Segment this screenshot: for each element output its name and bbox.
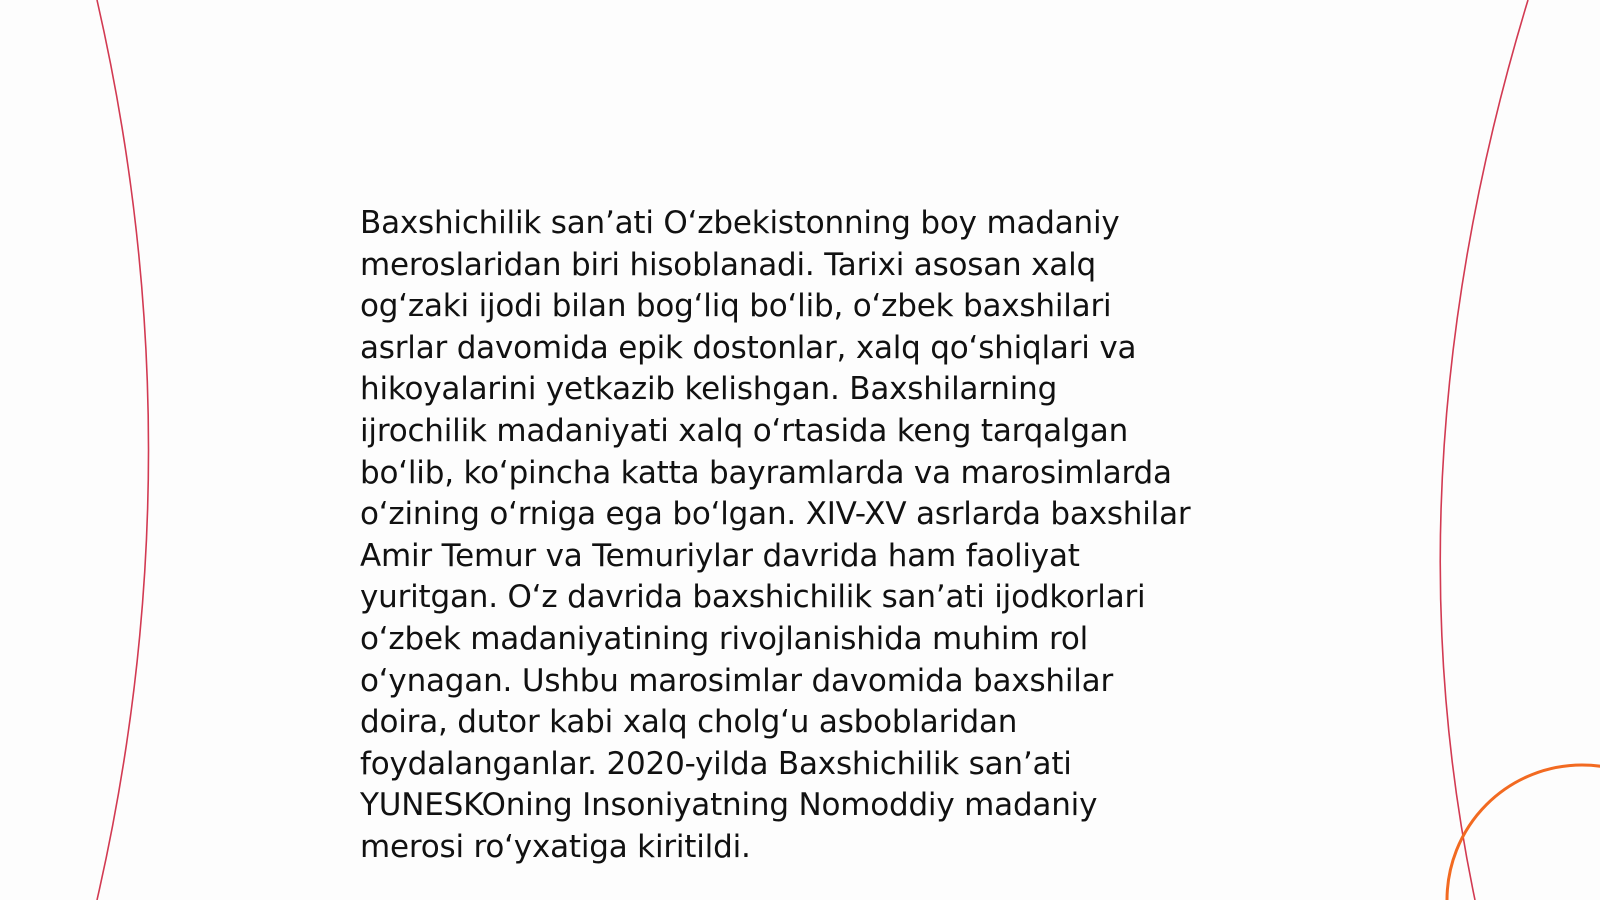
paragraph-line: yuritgan. O‘z davrida baxshichilik san’ati ijodkorlari [360,579,1146,616]
right-curve-line [1440,0,1528,900]
body-paragraph [360,203,1260,869]
paragraph-line: asrlar davomida epik dostonlar, xalq qo‘shiqlari va [360,329,1137,366]
paragraph-line: hikoyalarini yetkazib kelishgan. Baxshilarning [360,371,1058,408]
paragraph-line: o‘ynagan. Ushbu marosimlar davomida baxshilar [360,662,1114,699]
paragraph-line: doira, dutor kabi xalq cholg‘u asboblaridan [360,704,1018,741]
paragraph-line: Baxshichilik san’ati O‘zbekistonning boy madaniy [360,205,1120,241]
paragraph-line: ijrochilik madaniyati xalq o‘rtasida keng tarqalgan [360,412,1129,449]
left-curve-line [97,0,149,900]
paragraph-line: foydalanganlar. 2020-yilda Baxshichilik san’ati [360,745,1072,782]
paragraph-line: bo‘lib, ko‘pincha katta bayramlarda va marosimlarda [360,454,1172,491]
paragraph-line: meroslaridan biri hisoblanadi. Tarixi asosan xalq [360,246,1096,283]
paragraph-line: YUNESKOning Insoniyatning Nomoddiy madaniy [360,787,1098,824]
paragraph-line: o‘zining o‘rniga ega bo‘lgan. XIV-XV asrlarda baxshilar [360,496,1191,533]
paragraph-line: o‘zbek madaniyatining rivojlanishida muhim rol [360,620,1089,657]
paragraph-line: merosi ro‘yxatiga kiritildi. [360,828,751,865]
paragraph-line: Amir Temur va Temuriylar davrida ham faoliyat [360,537,1080,574]
orange-circle-outline [1447,765,1600,900]
paragraph-line: og‘zaki ijodi bilan bog‘liq bo‘lib, o‘zbek baxshilari [360,288,1112,325]
